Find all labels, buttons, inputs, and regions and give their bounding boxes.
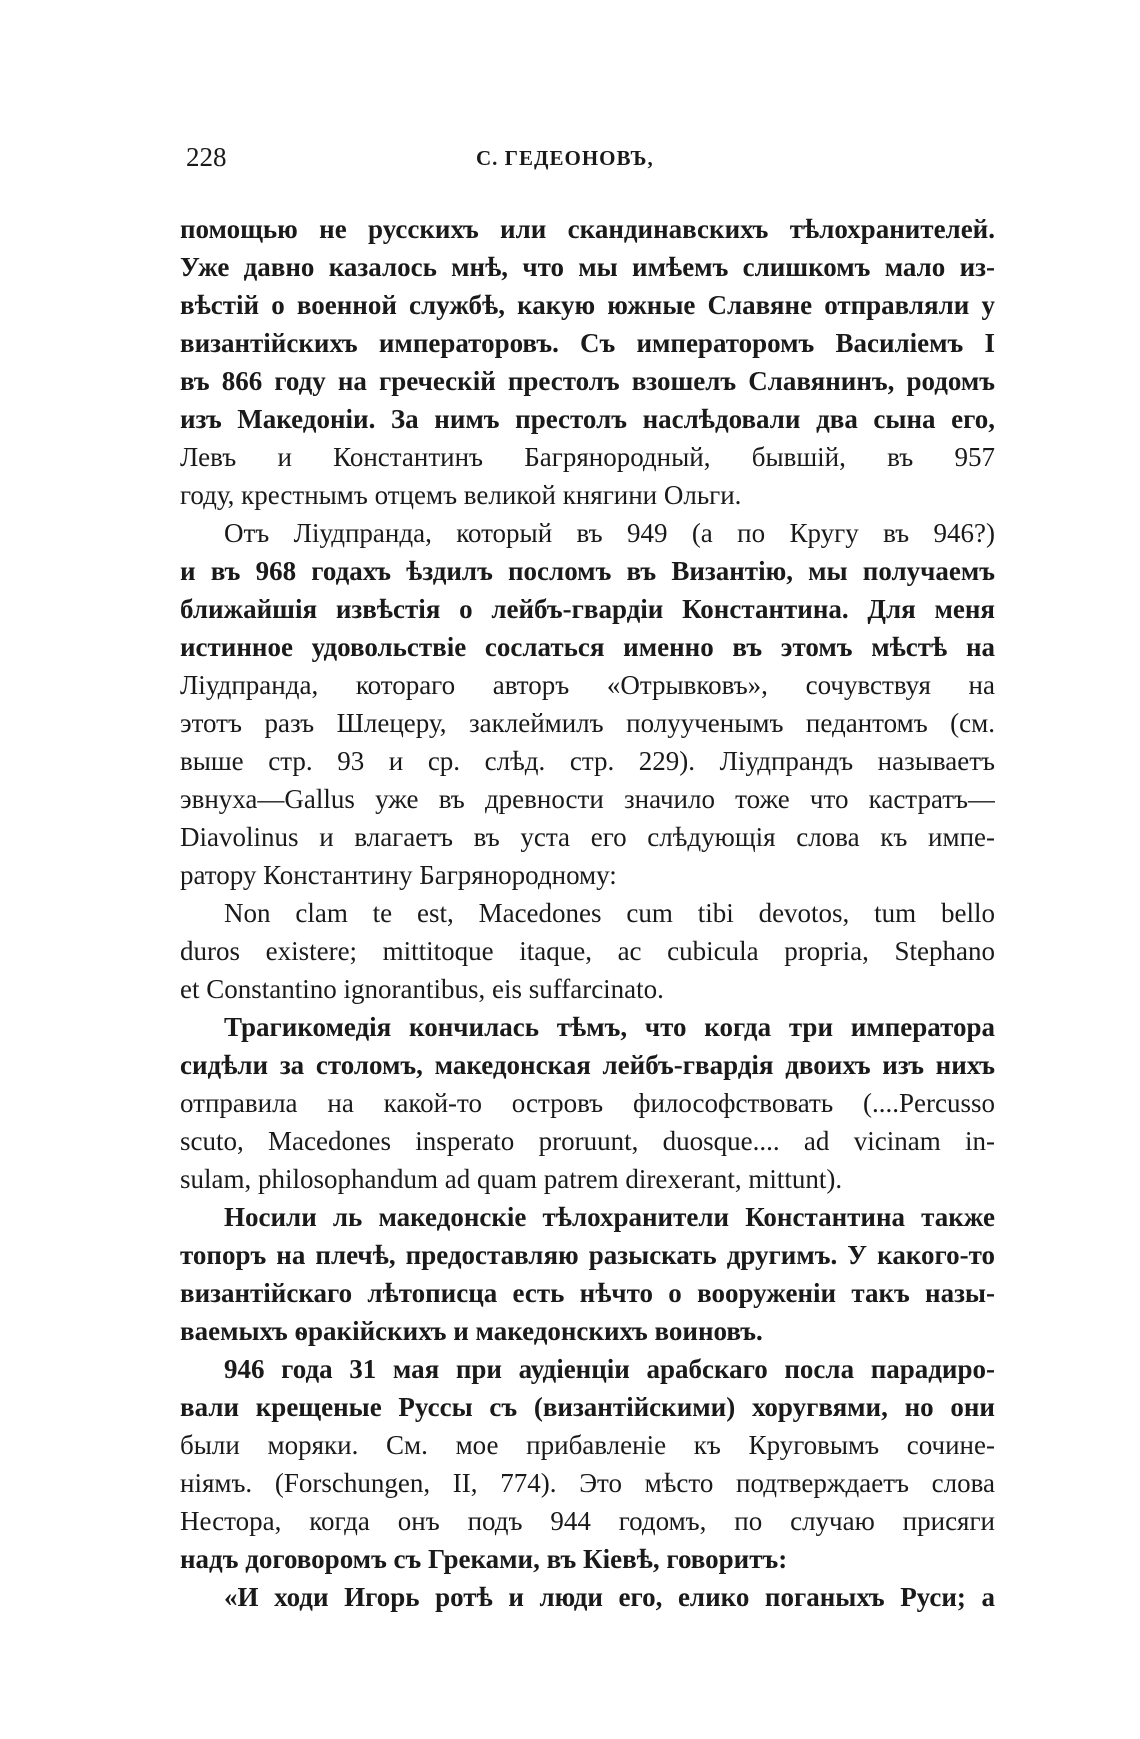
text-line: Трагикомедія кончилась тѣмъ, что когда три императора <box>224 1012 995 1042</box>
text-line: году, крестнымъ отцемъ великой княгини Ольги. <box>180 480 742 510</box>
text-line: ніямъ. (Forschungen, II, 774). Это мѣсто подтверждаетъ слова <box>180 1468 995 1498</box>
text-line: ваемыхъ ѳракійскихъ и македонскихъ воиновъ. <box>180 1316 763 1346</box>
text-line: выше стр. 93 и ср. слѣд. стр. 229). Ліудпрандъ называетъ <box>180 746 995 776</box>
running-title: С. ГЕДЕОНОВЪ, <box>476 146 654 170</box>
text-line: эвнуха—Gallus уже въ древности значило тоже что кастратъ— <box>180 784 995 814</box>
text-line: ратору Константину Багрянородному: <box>180 860 617 890</box>
text-line: этотъ разъ Шлецеру, заклеймилъ полуученымъ педантомъ (см. <box>180 708 995 738</box>
text-line: ближайшія извѣстія о лейбъ-гвардіи Константина. Для меня <box>180 594 995 624</box>
text-line: Non clam te est, Macedones cum tibi devotos, tum bello <box>224 898 995 928</box>
text-line: были моряки. См. мое прибавленіе къ Круговымъ сочине- <box>180 1430 995 1460</box>
text-line: 946 года 31 мая при аудіенціи арабскаго посла парадиро- <box>224 1354 995 1384</box>
body-text <box>180 210 995 1616</box>
text-line: сидѣли за столомъ, македонская лейбъ-гвардія двоихъ изъ нихъ <box>180 1050 995 1080</box>
text-line: изъ Македоніи. За нимъ престолъ наслѣдовали два сына его, <box>180 404 995 434</box>
text-line: duros existere; mittitoque itaque, ac cubicula propria, Stephano <box>180 936 995 966</box>
text-line: византійскаго лѣтописца есть нѣчто о вооруженіи такъ назы- <box>180 1278 995 1308</box>
text-line: отправила на какой-то островъ философствовать (....Percusso <box>180 1088 995 1118</box>
page-header <box>186 142 996 182</box>
text-line: Отъ Ліудпранда, который въ 949 (а по Кругу въ 946?) <box>224 518 995 548</box>
text-line: Уже давно казалось мнѣ, что мы имѣемъ слишкомъ мало из- <box>180 252 995 282</box>
text-line: sulam, philosophandum ad quam patrem direxerant, mittunt). <box>180 1164 843 1194</box>
text-line: въ 866 году на греческій престолъ взошелъ Славянинъ, родомъ <box>180 366 995 396</box>
text-line: Левъ и Константинъ Багрянородный, бывшій, въ 957 <box>180 442 995 472</box>
text-line: Ліудпранда, котораго авторъ «Отрывковъ», сочувствуя на <box>180 670 995 700</box>
text-line: Носили ль македонскіе тѣлохранители Константина также <box>224 1202 995 1232</box>
text-line: вѣстій о военной службѣ, какую южные Славяне отправляли у <box>180 290 995 320</box>
page-number: 228 <box>186 142 227 172</box>
text-line: scuto, Macedones insperato proruunt, duosque.... ad vicinam in- <box>180 1126 995 1156</box>
text-line: «И ходи Игорь ротѣ и люди его, елико поганыхъ Руси; а <box>224 1582 995 1612</box>
text-line: византійскихъ императоровъ. Съ императоромъ Василіемъ I <box>180 328 995 358</box>
text-line: Нестора, когда онъ подъ 944 годомъ, по случаю присяги <box>180 1506 995 1536</box>
text-line: надъ договоромъ съ Греками, въ Кіевѣ, говоритъ: <box>180 1544 788 1574</box>
text-line: помощью не русскихъ или скандинавскихъ тѣлохранителей. <box>180 214 995 244</box>
text-line: Diavolinus и влагаетъ въ уста его слѣдующія слова къ импе- <box>180 822 995 852</box>
text-line: истинное удовольствіе сослаться именно въ этомъ мѣстѣ на <box>180 632 995 662</box>
text-line: вали крещеные Руссы съ (византійскими) хоругвями, но они <box>180 1392 995 1422</box>
text-line: и въ 968 годахъ ѣздилъ посломъ въ Византію, мы получаемъ <box>180 556 995 586</box>
text-line: топоръ на плечѣ, предоставляю разыскать другимъ. У какого-то <box>180 1240 995 1270</box>
text-line: et Constantino ignorantibus, eis suffarcinato. <box>180 974 664 1004</box>
